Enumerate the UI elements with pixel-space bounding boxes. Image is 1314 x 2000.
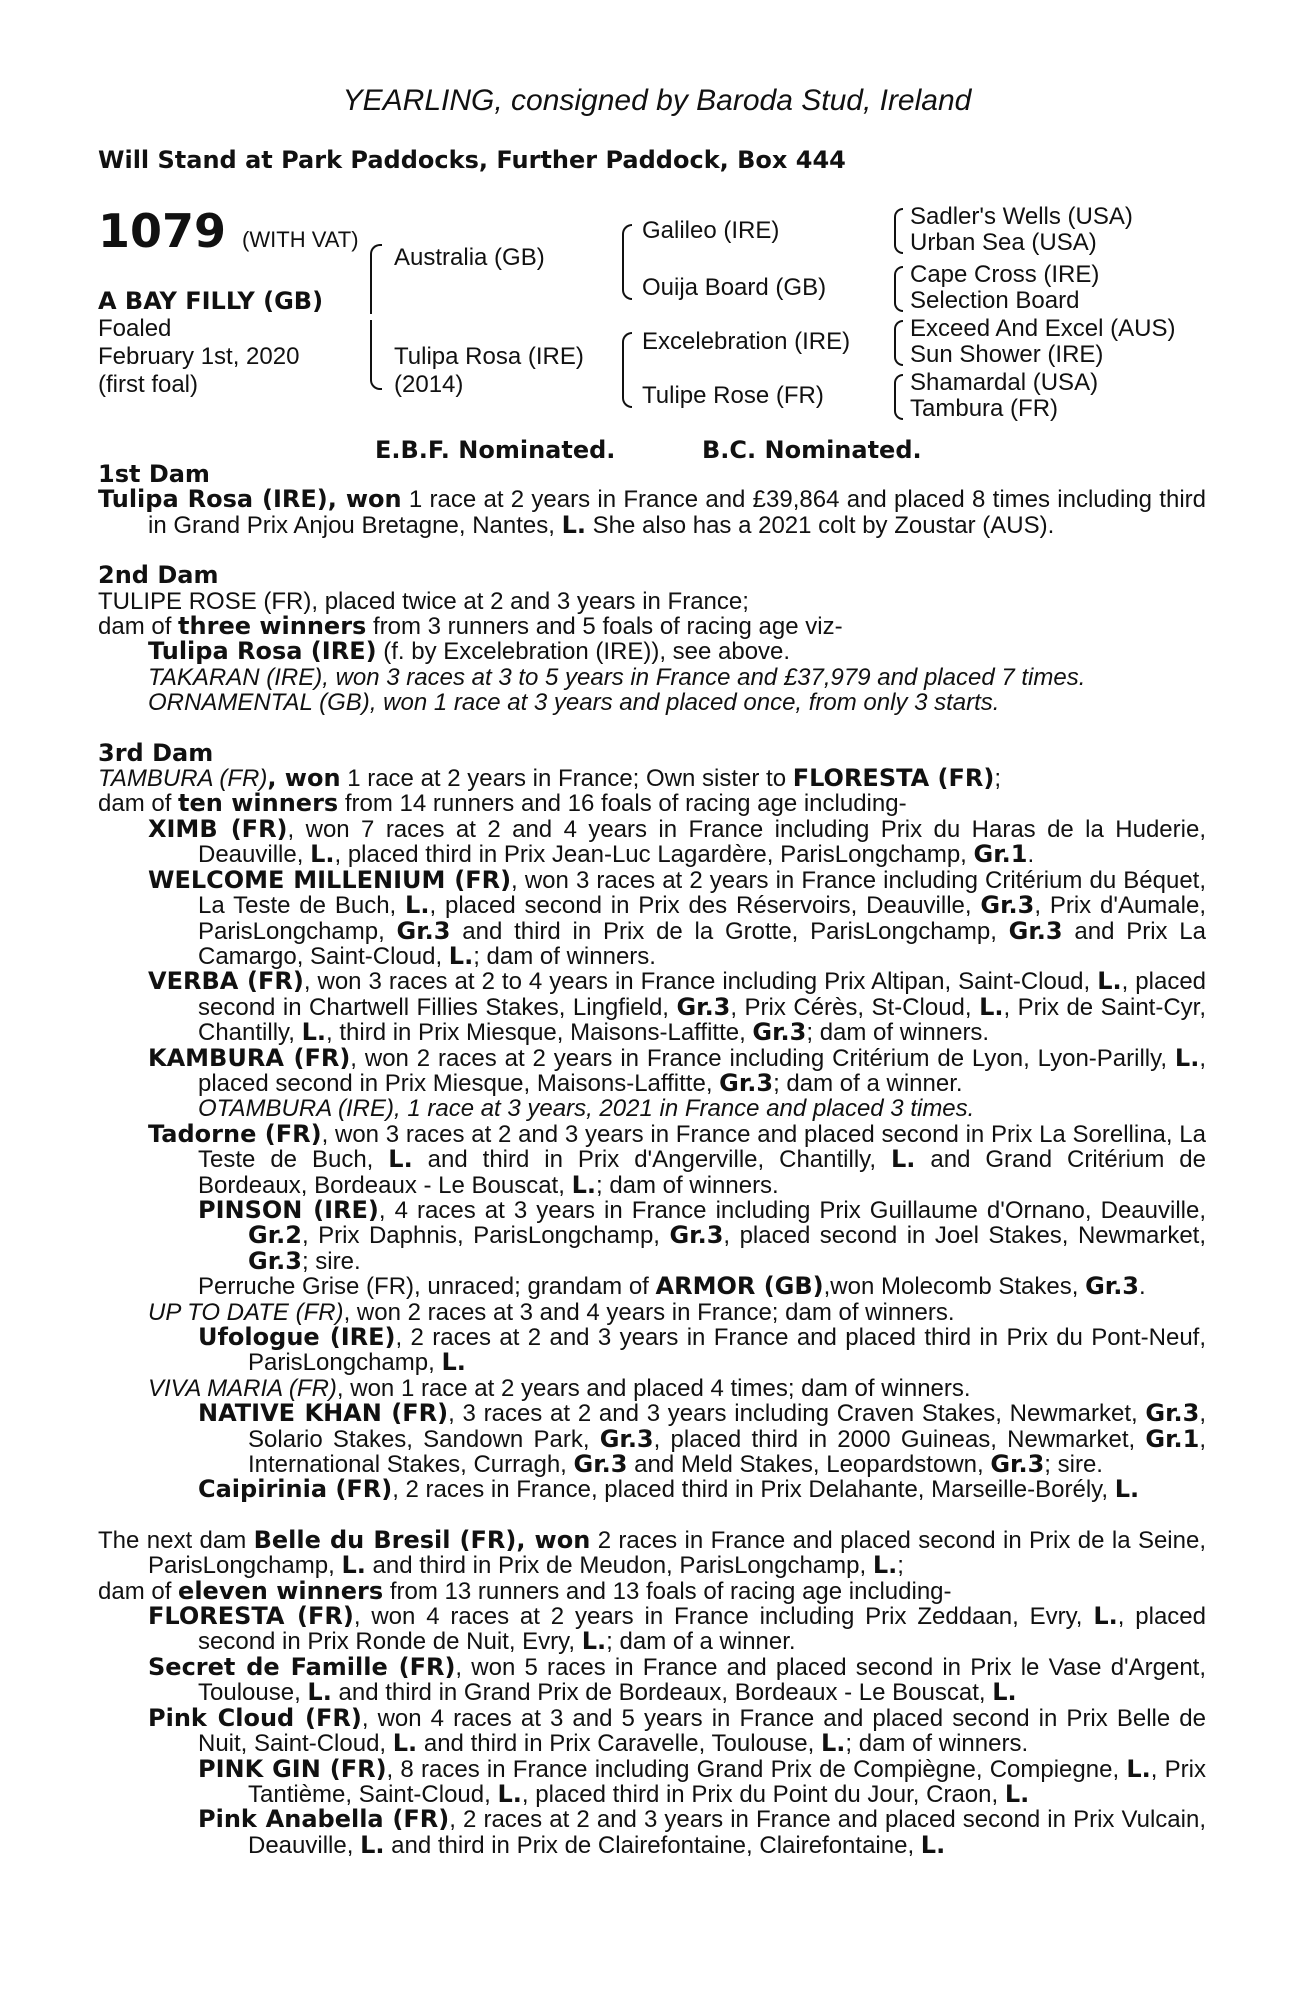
sire-dam: Ouija Board (GB) (642, 274, 827, 301)
dam-sire: Excelebration (IRE) (642, 328, 851, 355)
produce-native-khan: NATIVE KHAN (FR), 3 races at 2 and 3 years including Craven Stakes, Newmarket, Gr.3, Solario Stakes, Sandown Park, Gr.3, placed third in 2000 Guineas, Newmarket, Gr.1, International Stakes, Curragh, Gr.3 and Meld Stakes, Leopardstown, Gr.3; sire. (198, 1399, 1207, 1479)
produce-perruche-grise: Perruche Grise (FR), unraced; grandam of ARMOR (GB),won Molecomb Stakes, Gr.3. (198, 1272, 1146, 1301)
page-title: YEARLING, consigned by Baroda Stud, Ireland (342, 84, 972, 117)
produce-ximb: XIMB (FR), won 7 races at 2 and 4 years in France including Prix du Haras de la Huderie, Deauville, L., placed third in Prix Jean-Luc Lagardère, ParisLongchamp, Gr.1. (148, 814, 1206, 869)
produce-welcome-millenium: WELCOME MILLENIUM (FR), won 3 races at 2 years in France including Critérium du Béquet, La Teste de Buch, L., placed second in Prix des Réservoirs, Deauville, Gr.3, Prix d'Aumale, ParisLongchamp, Gr.3 and third in Prix de la Grotte, ParisLongchamp, Gr.3 and Prix La Camargo, Saint-Cloud, L.; dam of winners. (148, 865, 1207, 970)
gg-selection-board: Selection Board (910, 287, 1080, 314)
third-dam-produce: dam of ten winners from 14 runners and 16 foals of racing age including- (98, 789, 907, 818)
brace-gg4-lower (894, 392, 903, 420)
first-dam-entry: Tulipa Rosa (IRE), won 1 race at 2 years in France and £39,864 and placed 8 times including third in Grand Prix Anjou Bretagne, Nantes, L. She also has a 2021 colt by Zoustar (AUS). (98, 485, 1206, 539)
third-dam-line: TAMBURA (FR), won 1 race at 2 years in France; Own sister to FLORESTA (FR); (98, 764, 1002, 793)
gg-exceed-and-excel: Exceed And Excel (AUS) (910, 315, 1176, 342)
produce-secret-de-famille: Secret de Famille (FR), won 5 races in France and placed second in Prix le Vase d'Argent, Toulouse, L. and third in Grand Prix de Bordeaux, Bordeaux - Le Bouscat, L. (148, 1652, 1207, 1707)
second-dam-produce: dam of three winners from 3 runners and 5 foals of racing age viz- (98, 612, 843, 641)
produce-verba: VERBA (FR), won 3 races at 2 to 4 years in France including Prix Altipan, Saint-Cloud, L., placed second in Chartwell Fillies Stakes, Lingfield, Gr.3, Prix Cérès, St-Cloud, L., Prix de Saint-Cyr, Chantilly, L., third in Prix Miesque, Maisons-Laffitte, Gr.3; dam of winners. (148, 967, 1207, 1047)
sire-name: Australia (GB) (394, 244, 545, 271)
produce-tulipa-rosa: Tulipa Rosa (IRE) (f. by Excelebration (IRE)), see above. (148, 637, 791, 666)
stand-location: Will Stand at Park Paddocks, Further Paddock, Box 444 (98, 146, 846, 174)
dam-name: Tulipa Rosa (IRE) (394, 343, 584, 370)
produce-ufologue: Ufologue (IRE), 2 races at 2 and 3 years in France and placed third in Prix du Pont-Neuf, ParisLongchamp, L. (198, 1323, 1207, 1377)
produce-tadorne: Tadorne (FR), won 3 races at 2 and 3 years in France and placed second in Prix La Sorellina, La Teste de Buch, L. and third in Prix d'Angerville, Chantilly, L. and Grand Critérium de Bordeaux, Bordeaux - Le Bouscat, L.; dam of winners. (148, 1119, 1206, 1199)
produce-pink-anabella: Pink Anabella (FR), 2 races at 2 and 3 years in France and placed second in Prix Vulcain, Deauville, L. and third in Prix de Clairefontaine, Clairefontaine, L. (198, 1805, 1206, 1859)
brace-sire (370, 244, 382, 314)
foaled-date: February 1st, 2020 (98, 343, 300, 370)
catalogue-body (98, 462, 1206, 1858)
gg-sun-shower: Sun Shower (IRE) (910, 341, 1104, 368)
gg-shamardal: Shamardal (USA) (910, 369, 1099, 396)
produce-floresta: FLORESTA (FR), won 4 races at 2 years in France including Prix Zeddaan, Evry, L., placed second in Prix Ronde de Nuit, Evry, L.; dam of a winner. (148, 1602, 1206, 1656)
first-foal-note: (first foal) (98, 371, 199, 398)
produce-pink-gin: PINK GIN (FR), 8 races in France including Grand Prix de Compiègne, Compiegne, L., Prix Tantième, Saint-Cloud, L., placed third in Prix du Point du Jour, Craon, L. (198, 1754, 1206, 1808)
gg-cape-cross: Cape Cross (IRE) (910, 261, 1100, 288)
produce-kambura: KAMBURA (FR), won 2 races at 2 years in France including Critérium de Lyon, Lyon-Parilly, L., placed second in Prix Miesque, Maisons-Laffitte, Gr.3; dam of a winner. (148, 1043, 1207, 1097)
brace-sire-line-lower (622, 252, 632, 300)
brace-dam-line-lower (622, 360, 632, 408)
grade-listed: L. (561, 510, 586, 539)
produce-viva-maria: VIVA MARIA (FR), won 1 race at 2 years and placed 4 times; dam of winners. (148, 1374, 971, 1402)
brace-gg3-lower (894, 338, 903, 366)
produce-pinson: PINSON (IRE), 4 races at 3 years in France including Prix Guillaume d'Ornano, Deauville, Gr.2, Prix Daphnis, ParisLongchamp, Gr.3, placed second in Joel Stakes, Newmarket, Gr.3; sire. (198, 1195, 1207, 1275)
lot-number (98, 206, 359, 265)
produce-pink-cloud: Pink Cloud (FR), won 4 races at 3 and 5 years in France and placed second in Prix Belle de Nuit, Saint-Cloud, L. and third in Prix Caravelle, Toulouse, L.; dam of winners. (148, 1703, 1206, 1758)
next-dam-produce: dam of eleven winners from 13 runners and 13 foals of racing age including- (98, 1576, 952, 1605)
dam-year: (2014) (394, 371, 464, 398)
second-dam-heading: 2nd Dam (98, 561, 219, 590)
third-dam-heading: 3rd Dam (98, 738, 214, 767)
first-dam-name: Tulipa Rosa (IRE), won (98, 485, 402, 514)
ebf-nominated: E.B.F. Nominated. (375, 436, 616, 464)
gg-sadlers-wells: Sadler's Wells (USA) (910, 203, 1133, 230)
produce-ornamental: ORNAMENTAL (GB), won 1 race at 3 years and placed once, from only 3 starts. (148, 689, 1000, 717)
produce-takaran: TAKARAN (IRE), won 3 races at 3 to 5 years in France and £37,979 and placed 7 times. (148, 663, 1086, 691)
brace-dam (370, 320, 382, 390)
lot-name: A BAY FILLY (GB) (98, 287, 324, 315)
foaled-label: Foaled (98, 315, 172, 342)
next-dam-line: The next dam Belle du Bresil (FR), won 2 races in France and placed second in Prix de la Seine, ParisLongchamp, L. and third in Prix de Meudon, ParisLongchamp, L.; (98, 1525, 1206, 1580)
first-dam-heading: 1st Dam (98, 460, 210, 488)
vat-label: (WITH VAT) (242, 227, 359, 252)
bc-nominated: B.C. Nominated. (702, 436, 922, 464)
lot-number-value: 1079 (98, 204, 227, 258)
produce-otambura: OTAMBURA (IRE), 1 race at 3 years, 2021 in France and placed 3 times. (198, 1095, 975, 1123)
produce-up-to-date: UP TO DATE (FR), won 2 races at 3 and 4 years in France; dam of winners. (148, 1298, 955, 1326)
brace-gg1-lower (894, 226, 903, 254)
gg-urban-sea: Urban Sea (USA) (910, 229, 1097, 256)
brace-gg2-lower (894, 284, 903, 312)
produce-caipirinia: Caipirinia (FR), 2 races in France, placed third in Prix Delahante, Marseille-Borély, L. (198, 1475, 1140, 1504)
sire-sire: Galileo (IRE) (642, 217, 780, 244)
gg-tambura: Tambura (FR) (910, 395, 1059, 422)
dam-dam: Tulipe Rose (FR) (642, 382, 824, 409)
second-dam-line: TULIPE ROSE (FR), placed twice at 2 and 3 years in France; (98, 587, 749, 615)
